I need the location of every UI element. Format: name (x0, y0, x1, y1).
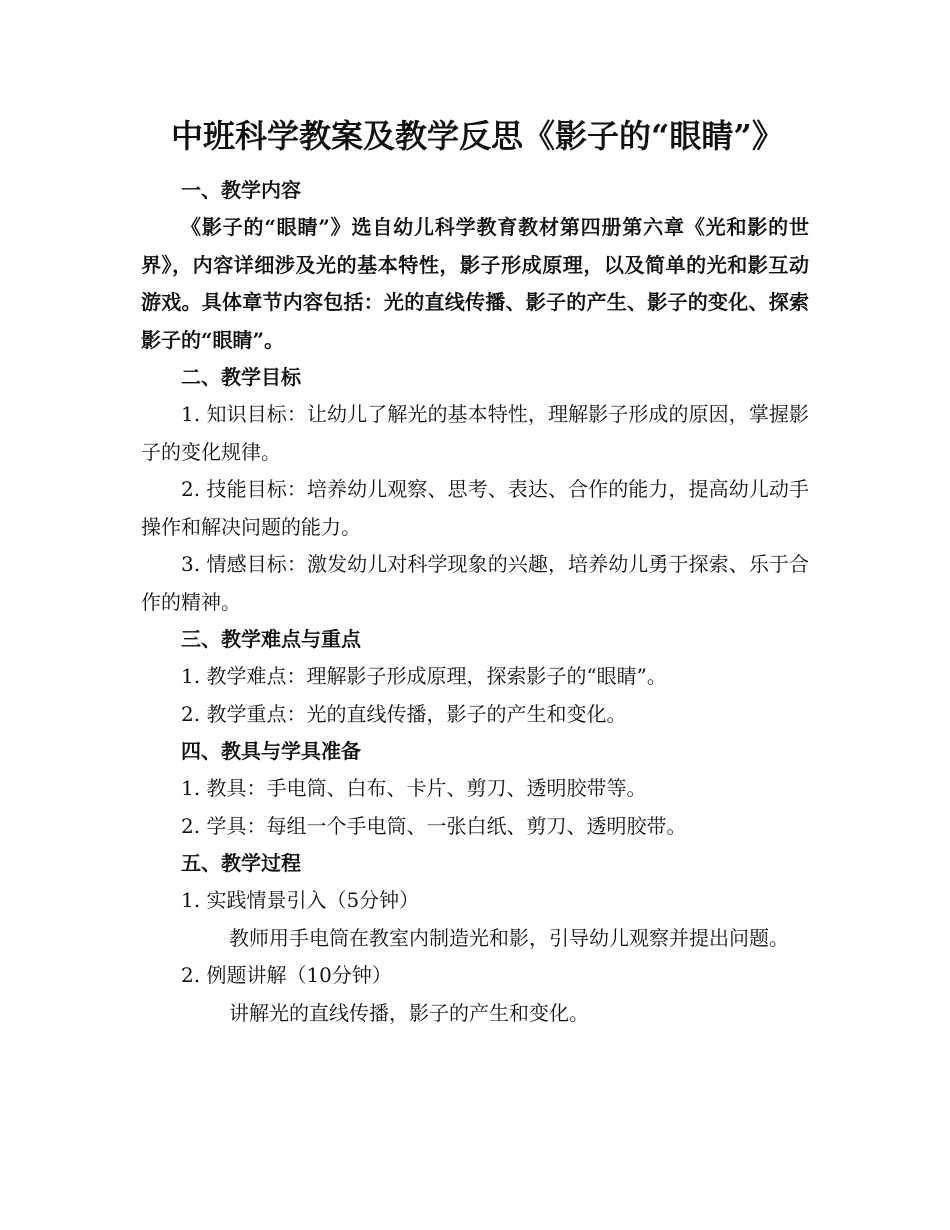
process-step-label: 1. 实践情景引入（5分钟） (181, 888, 420, 912)
section-heading-materials: 四、教具与学具准备 (181, 739, 361, 763)
goal-item: 2. 技能目标：培养幼儿观察、思考、表达、合作的能力，提高幼儿动手操作和解决问题的能力。 (141, 477, 809, 539)
document-page (141, 108, 809, 1032)
goal-item: 3. 情感目标：激发幼儿对科学现象的兴趣，培养幼儿勇于探索、乐于合作的精神。 (141, 552, 809, 614)
document-title: 中班科学教案及教学反思《影子的“眼睛”》 (171, 117, 784, 155)
process-step-text: 教师用手电筒在教室内制造光和影，引导幼儿观察并提出问题。 (229, 925, 789, 950)
teaching-content-body: 《影子的“眼睛”》选自幼儿科学教育教材第四册第六章《光和影的世界》，内容详细涉及光的基本特性，影子形成原理，以及简单的光和影互动游戏。具体章节内容包括：光的直线传播、影子的产生、影子的变化、探索影子的“眼睛”。 (141, 215, 809, 352)
goal-item: 1. 知识目标：让幼儿了解光的基本特性，理解影子形成的原因，掌握影子的变化规律。 (141, 402, 809, 464)
process-step-label: 2. 例题讲解（10分钟） (181, 963, 392, 987)
section-heading-teaching-goals: 二、教学目标 (181, 365, 301, 389)
section-heading-teaching-process: 五、教学过程 (181, 851, 301, 875)
difficulty-item: 1. 教学难点：理解影子形成原理，探索影子的“眼睛”。 (181, 664, 667, 688)
section-heading-teaching-content: 一、教学内容 (181, 178, 301, 202)
process-step-text: 讲解光的直线传播，影子的产生和变化。 (229, 1000, 589, 1025)
key-point-item: 2. 教学重点：光的直线传播，影子的产生和变化。 (181, 701, 627, 726)
materials-item: 2. 学具：每组一个手电筒、一张白纸、剪刀、透明胶带。 (181, 813, 687, 838)
materials-item: 1. 教具：手电筒、白布、卡片、剪刀、透明胶带等。 (181, 776, 647, 800)
section-heading-difficulties-key-points: 三、教学难点与重点 (181, 627, 361, 651)
